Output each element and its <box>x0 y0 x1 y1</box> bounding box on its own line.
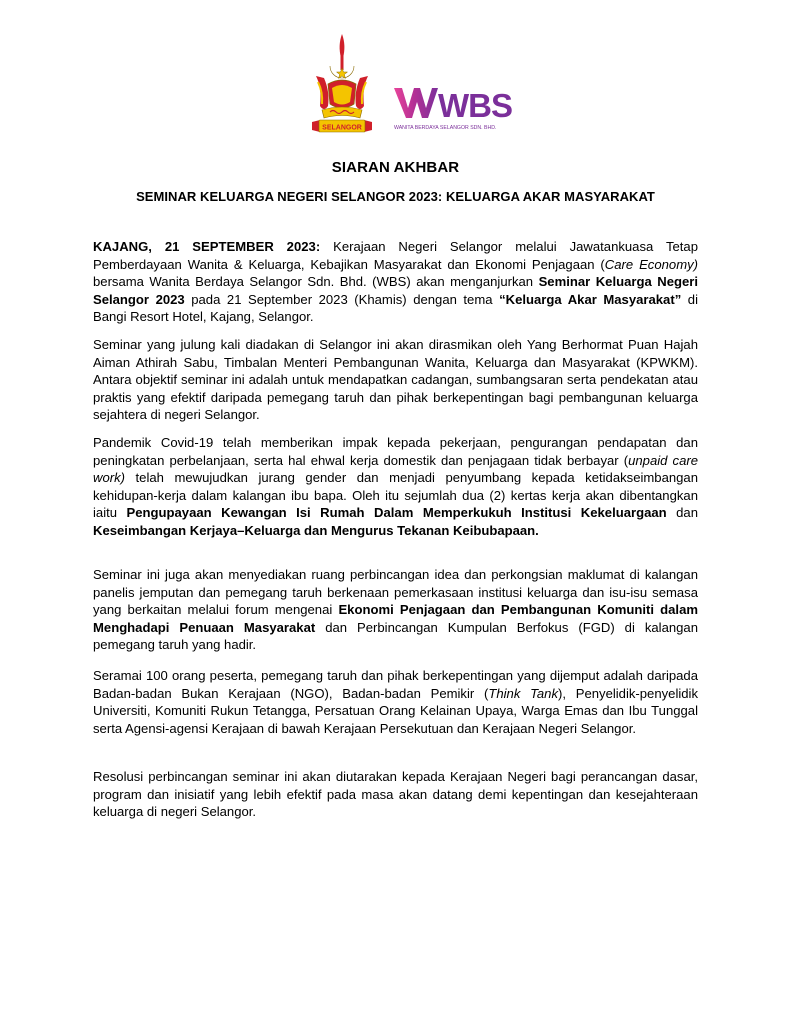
unpaid-care-term: unpaid care work) <box>93 452 699 486</box>
selangor-ribbon-text: SELANGOR <box>322 124 362 132</box>
event-theme: “Keluarga Akar Masyarakat” <box>499 291 682 307</box>
wbs-logo-text: WBS <box>438 87 512 124</box>
intro-text-1: Kerajaan Negeri Selangor melalui Jawatankuasa Tetap Pemberdayaan Wanita & Keluarga, Kebajikan Masyarakat dan Ekonomi Penjagaan ( <box>93 239 698 272</box>
wbs-logo <box>392 80 512 132</box>
think-tank-term: Think Tank <box>488 685 558 701</box>
event-name: Seminar Keluarga Negeri Selangor 2023 <box>93 274 698 307</box>
paragraph-launch: Seminar yang julung kali diadakan di Selangor ini akan dirasmikan oleh Yang Berhormat Puan Hajah Aiman Athirah Sabu, Timbalan Menteri Pembangunan Wanita, Keluarga dan Masyarakat (KPWKM). Antara objektif seminar ini adalah untuk mendapatkan cadangan, sumbangsaran serta pendekatan atau praktis yang efektif daripada pemegang taruh dan pihak berkepentingan bagi pembangunan keluarga sejahtera di negeri Selangor. <box>93 337 698 423</box>
forum-text-1: Seminar ini juga akan menyediakan ruang perbincangan idea dan perkongsian maklumat di kalangan panelis jemputan dan pemegang taruh berkenaan pemerkasaan institusi keluarga dan isu-isu semasa yang berkaitan melalui forum mengenai <box>93 567 698 618</box>
intro-text-4: di Bangi Resort Hotel, Kajang, Selangor. <box>93 291 698 325</box>
care-economy-term: Care Economy) <box>604 256 699 272</box>
press-release-subtitle: SEMINAR KELUARGA NEGERI SELANGOR 2023: KELUARGA AKAR MASYARAKAT <box>136 189 655 204</box>
forum-title: Ekonomi Penjagaan dan Pembangunan Komuniti dalam Menghadapi Penuaan Masyarakat <box>93 602 698 635</box>
intro-text-2: bersama Wanita Berdaya Selangor Sdn. Bhd. (WBS) akan menganjurkan <box>93 274 539 290</box>
pandemic-text-3: dan <box>666 505 698 521</box>
paragraph-intro <box>93 238 698 326</box>
paper-title-1: Pengupayaan Kewangan Isi Rumah Dalam Memperkukuh Institusi Kekeluargaan <box>126 505 667 521</box>
wbs-tagline: WANITA BERDAYA SELANGOR SDN. BHD. <box>394 125 497 131</box>
participants-text-1: Seramai 100 orang peserta, pemegang taruh dan pihak berkepentingan yang dijemput adalah daripada Badan-badan Bukan Kerajaan (NGO), Badan-badan Pemikir ( <box>93 668 698 701</box>
pandemic-text-1: Pandemik Covid-19 telah memberikan impak kepada pekerjaan, pengurangan pendapatan dan peningkatan perbelanjaan, serta hal ehwal kerja domestik dan penjagaan tidak berbayar ( <box>93 435 698 468</box>
paper-title-2: Keseimbangan Kerjaya–Keluarga dan Mengurus Tekanan Keibubapaan. <box>93 522 539 538</box>
forum-text-2: dan Perbincangan Kumpulan Berfokus (FGD) di kalangan pemegang taruh yang hadir. <box>93 619 698 653</box>
selangor-crest-logo <box>308 32 376 138</box>
press-release-heading: SIARAN AKHBAR <box>331 159 460 176</box>
dateline: KAJANG, 21 SEPTEMBER 2023: <box>93 239 321 254</box>
paragraph-participants <box>93 667 698 737</box>
pandemic-text-2: telah mewujudkan jurang gender dan menjadi penyumbang kepada ketidakseimbangan kehidupan-kerja dalam kalangan ibu bapa. Oleh itu sejumlah dua (2) kertas kerja akan dibentangkan iaitu <box>93 470 698 521</box>
participants-text-2: ), Penyelidik-penyelidik Universiti, Komuniti Rukun Tetangga, Persatuan Orang Kelainan Upaya, Warga Emas dan Ibu Tunggal serta Agensi-agensi Kerajaan di bawah Kerajaan Persekutuan dan Kerajaan Negeri Selangor. <box>93 685 698 736</box>
paragraph-forum <box>93 566 698 654</box>
paragraph-pandemic <box>93 434 698 540</box>
paragraph-resolution: Resolusi perbincangan seminar ini akan diutarakan kepada Kerajaan Negeri bagi perancangan dasar, program dan inisiatif yang lebih efektif pada masa akan datang demi kepentingan dan kesejahteraan keluarga di negeri Selangor. <box>93 769 698 820</box>
intro-text-3: pada 21 September 2023 (Khamis) dengan tema <box>184 291 500 307</box>
